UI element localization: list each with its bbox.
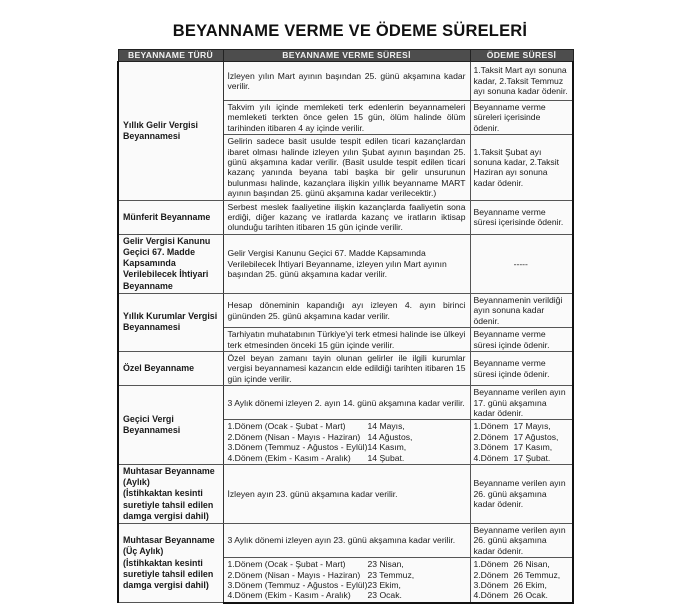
payment-cell: ----- (470, 234, 573, 293)
table-row (118, 351, 573, 385)
filing-cell: İzleyen ayın 23. günü akşamına kadar verilir. (223, 464, 470, 523)
payment-schedule-cell (470, 420, 573, 465)
type-cell: Geçici Vergi Beyannamesi (118, 386, 223, 465)
schedule-date: 14 Mayıs, (367, 421, 405, 432)
schedule-date: 26 Ekim, (513, 580, 547, 591)
header-payment-period: ÖDEME SÜRESİ (470, 50, 573, 62)
schedule-period: 3.Dönem (473, 580, 509, 591)
schedule-period: 3.Dönem (473, 442, 509, 453)
payment-cell: Beyanname verilen ayın 26. günü akşamına kadar ödenir. (470, 524, 573, 558)
type-cell: Gelir Vergisi Kanunu Geçici 67. Madde Kapsamında Verilebilecek İhtiyari Beyanname (118, 234, 223, 293)
filing-cell: Özel beyan zamanı tayin olunan gelirler ile ilgili kurumlar vergisi beyannamesi kazancın elde edildiği tarihten itibaren 15 gün içinde verilir. (223, 351, 470, 385)
filing-cell: İzleyen yılın Mart ayının başından 25. günü akşamına kadar verilir. (223, 62, 470, 101)
header-row (118, 50, 573, 62)
payment-cell: 1.Taksit Mart ayı sonuna kadar, 2.Taksit Temmuz ayı sonuna kadar ödenir. (470, 62, 573, 101)
filing-cell: 3 Aylık dönemi izleyen 2. ayın 14. günü akşamına kadar verilir. (223, 386, 470, 420)
payment-cell: Beyanname verme süresi içinde ödenir. (470, 328, 573, 352)
type-subtitle: (Aylık) (123, 477, 150, 488)
filing-cell: Serbest meslek faaliyetine ilişkin kazançlarda faaliyetin sona erdiği, diğer kazanç ve iratlarda kazanç ve iratların iktisap olunduğu tarihten itibaren 15 gün içinde verilir. (223, 200, 470, 234)
payment-schedule-cell (470, 558, 573, 603)
type-cell: Yıllık Kurumlar Vergisi Beyannamesi (118, 293, 223, 351)
schedule-date: 23 Ekim, (367, 580, 401, 591)
type-title: Muhtasar Beyanname (123, 535, 215, 546)
schedule-period: 4.Dönem (473, 590, 509, 601)
table-row (118, 524, 573, 558)
payment-cell: Beyanname verme süresi içerisinde ödenir. (470, 200, 573, 234)
schedule-period: 1.Dönem (Ocak - Şubat - Mart) (227, 559, 346, 570)
type-note: (İstihkaktan kesinti suretiyle tahsil edilen damga vergisi dahil) (123, 557, 214, 590)
payment-cell: Beyanname verme süreleri içerisinde ödenir. (470, 101, 573, 135)
filing-cell: Takvim yılı içinde memleketi terk edenlerin beyannameleri memleketi terkten önce gelen 15 gün, ölüm halinde ölüm tarihinden itibaren 4 ay içinde verilir. (223, 101, 470, 135)
schedule-period: 2.Dönem (473, 569, 509, 580)
payment-cell: Beyanname verilen ayın 17. günü akşamına kadar ödenir. (470, 386, 573, 420)
schedule-period: 2.Dönem (Nisan - Mayıs - Haziran) (227, 431, 361, 442)
schedule-cell (223, 558, 470, 603)
schedule-period: 4.Dönem (Ekim - Kasım - Aralık) (227, 452, 351, 463)
type-cell: Özel Beyanname (118, 351, 223, 385)
schedule-date: 26 Ocak. (513, 590, 548, 601)
type-cell (118, 464, 223, 523)
schedule-date: 23 Temmuz, (367, 569, 415, 580)
type-cell: Münferit Beyanname (118, 200, 223, 234)
filing-cell: 3 Aylık dönemi izleyen ayın 23. günü akşamına kadar verilir. (223, 524, 470, 558)
header-declaration-type: BEYANNAME TÜRÜ (118, 50, 223, 62)
schedule-date: 14 Şubat. (367, 452, 405, 463)
schedule-period: 4.Dönem (473, 452, 509, 463)
schedule-period: 1.Dönem (Ocak - Şubat - Mart) (227, 421, 346, 432)
filing-cell: Tarhiyatın muhatabının Türkiye'yi terk etmesi halinde ise ülkeyi terk etmesinden önceki 15 gün içinde verilir. (223, 328, 470, 352)
payment-cell: Beyannamenin verildiği ayın sonuna kadar ödenir. (470, 293, 573, 327)
filing-cell: Gelirin sadece basit usulde tespit edilen ticari kazançlardan ibaret olması halinde izleyen yılın Şubat ayının başından 25. günü akşamına kadar verilir. (Basit usulde tespit edilen ticari kazanç yanında beyana tabi başka bir gelir unsurunun bulunması halinde, kazançlara ilişkin yıllık beyanname MART ayının başından 25. günü akşamına kadar verilecektir.) (223, 135, 470, 200)
page-title: BEYANNAME VERME VE ÖDEME SÜRELERİ (172, 22, 528, 40)
filing-cell: Gelir Vergisi Kanunu Geçici 67. Madde Kapsamında Verilebilecek İhtiyari Beyanname, izleyen yılın Mart ayının başından 25. günü akşamına kadar verilir. (223, 234, 470, 293)
schedule-period: 2.Dönem (Nisan - Mayıs - Haziran) (227, 569, 361, 580)
schedule-date: 17 Ağustos, (513, 431, 559, 442)
schedule-date: 26 Temmuz, (513, 569, 561, 580)
type-cell (118, 524, 223, 603)
tax-deadlines-table (117, 49, 574, 604)
schedule-date: 23 Nisan, (367, 559, 404, 570)
table-row (118, 293, 573, 327)
schedule-period: 2.Dönem (473, 431, 509, 442)
schedule-date: 17 Kasım, (513, 442, 553, 453)
table-row (118, 200, 573, 234)
type-note: (İstihkaktan kesinti suretiyle tahsil edilen damga vergisi dahil) (123, 488, 214, 521)
type-title: Muhtasar Beyanname (123, 465, 215, 476)
header-filing-period: BEYANNAME VERME SÜRESİ (223, 50, 470, 62)
schedule-date: 14 Kasım, (367, 442, 407, 453)
payment-cell: Beyanname verme süresi içinde ödenir. (470, 351, 573, 385)
schedule-period: 3.Dönem (Temmuz - Ağustos - Eylül) (227, 442, 368, 453)
type-cell: Yıllık Gelir Vergisi Beyannamesi (118, 62, 223, 201)
schedule-period: 1.Dönem (473, 421, 509, 432)
schedule-date: 17 Mayıs, (513, 421, 551, 432)
type-subtitle: (Üç Aylık) (123, 546, 164, 557)
filing-cell: Hesap döneminin kapandığı ayı izleyen 4. ayın birinci gününden 25. günü akşamına kadar verilir. (223, 293, 470, 327)
schedule-date: 23 Ocak. (367, 590, 402, 601)
table-row (118, 62, 573, 101)
schedule-date: 17 Şubat. (513, 452, 551, 463)
table-row (118, 386, 573, 420)
table-row (118, 234, 573, 293)
table-row (118, 464, 573, 523)
payment-cell: 1.Taksit Şubat ayı sonuna kadar, 2.Taksit Haziran ayı sonuna kadar ödenir. (470, 135, 573, 200)
payment-cell: Beyanname verilen ayın 26. günü akşamına kadar ödenir. (470, 464, 573, 523)
schedule-date: 14 Ağustos, (367, 431, 413, 442)
schedule-period: 3.Dönem (Temmuz - Ağustos - Eylül) (227, 580, 368, 591)
schedule-date: 26 Nisan, (513, 559, 550, 570)
schedule-cell (223, 420, 470, 465)
schedule-period: 1.Dönem (473, 559, 509, 570)
schedule-period: 4.Dönem (Ekim - Kasım - Aralık) (227, 590, 351, 601)
